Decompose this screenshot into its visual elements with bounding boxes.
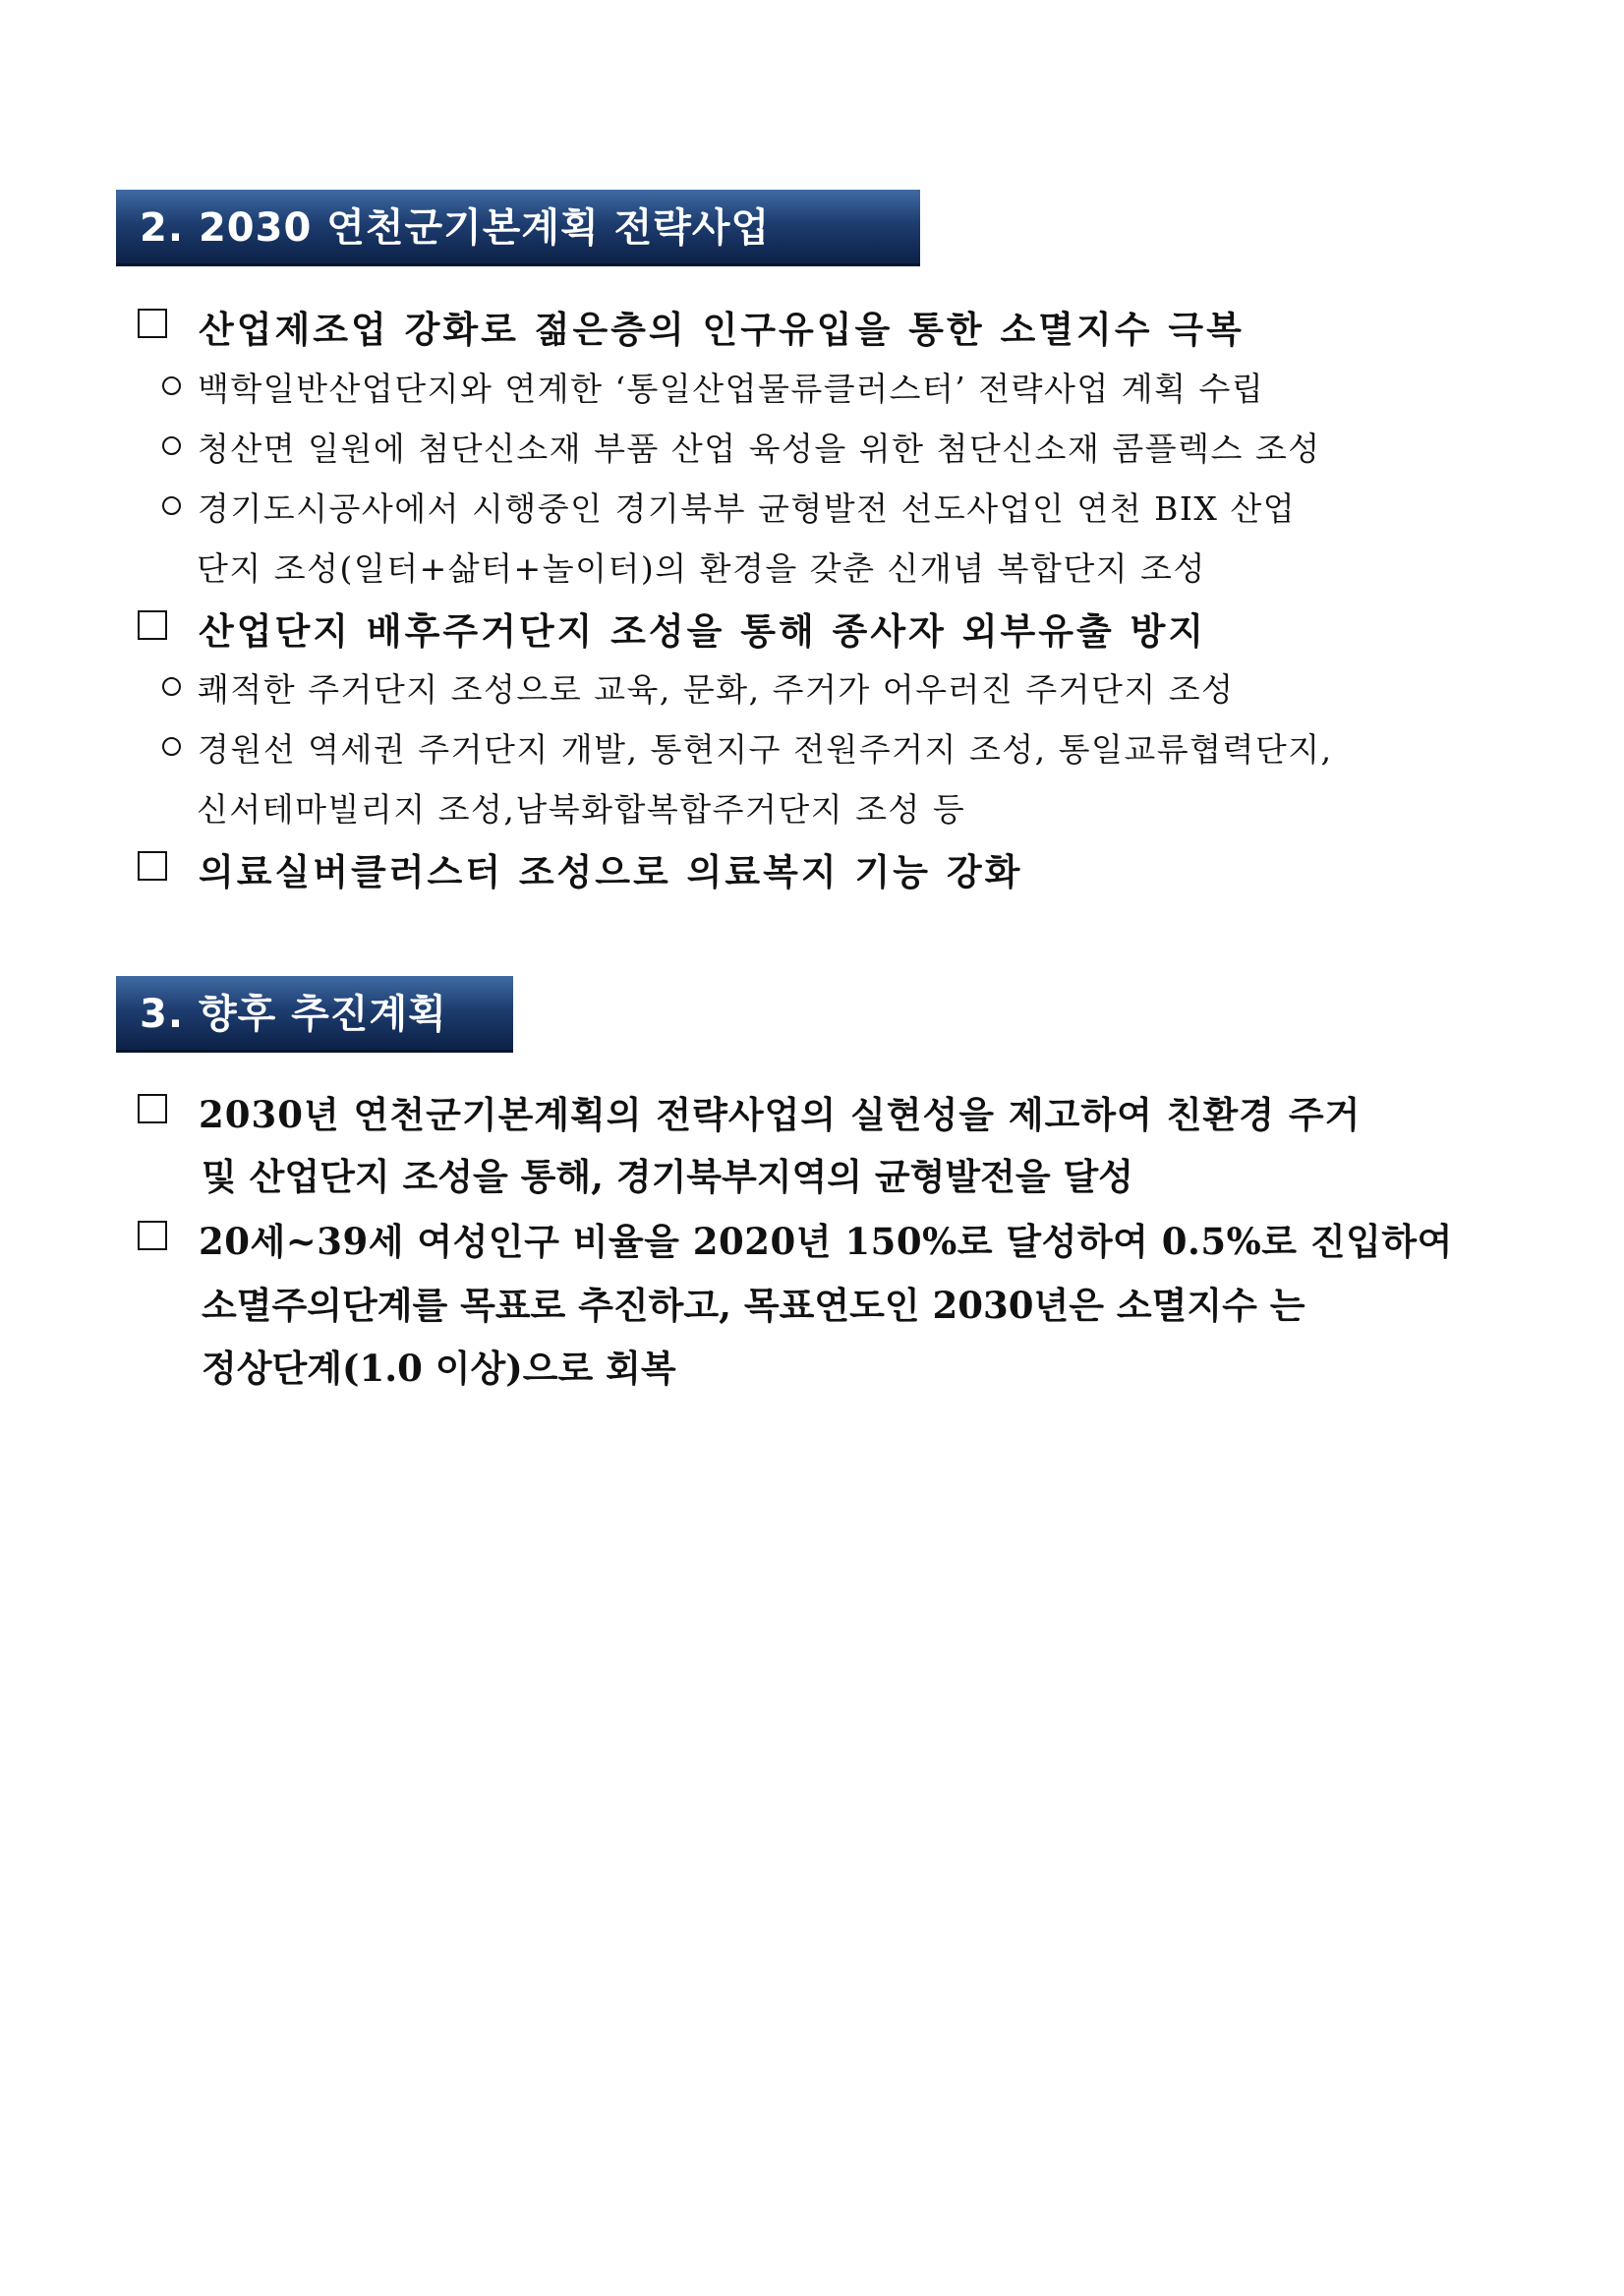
sub-item xyxy=(162,484,1460,527)
plan-text-line: 20세~39세 여성인구 비율을 2020년 150%로 달성하여 0.5%로 진입하여 xyxy=(199,1220,1453,1263)
plan-text-line: 2030년 연천군기본계획의 전략사업의 실현성을 제고하여 친환경 주거 xyxy=(199,1093,1362,1136)
sub-item xyxy=(162,724,1460,768)
plan-text-line: 및 산업단지 조성을 통해, 경기북부지역의 균형발전을 달성 xyxy=(202,1155,1133,1198)
item-heading: 산업제조업 강화로 젊은층의 인구유입을 통한 소멸지수 극복 xyxy=(199,308,1245,351)
square-bullet-icon xyxy=(138,309,167,338)
circle-bullet-icon xyxy=(162,376,181,395)
sub-item-continuation: 신서테마빌리지 조성,남북화합복합주거단지 조성 등 xyxy=(197,790,966,829)
section-3-title: 3. 향후 추진계획 xyxy=(140,992,447,1037)
sub-item-continuation: 단지 조성(일터+삶터+놀이터)의 환경을 갖춘 신개념 복합단지 조성 xyxy=(197,549,1206,588)
square-bullet-icon xyxy=(138,851,167,881)
item-heading: 의료실버클러스터 조성으로 의료복지 기능 강화 xyxy=(199,850,1023,893)
square-bullet-icon xyxy=(138,1094,167,1123)
circle-bullet-icon xyxy=(162,436,181,455)
sub-item-text: 백학일반산업단지와 연계한 ‘통일산업물류클러스터’ 전략사업 계획 수립 xyxy=(198,370,1265,408)
square-bullet-icon xyxy=(138,610,167,640)
square-bullet-icon xyxy=(138,1221,167,1250)
circle-bullet-icon xyxy=(162,737,181,756)
checkbox-item-1 xyxy=(138,300,1494,349)
circle-bullet-icon xyxy=(162,496,181,515)
sub-item-text: 경원선 역세권 주거단지 개발, 통현지구 전원주거지 조성, 통일교류협력단지, xyxy=(198,730,1333,769)
checkbox-item-2 xyxy=(138,602,1494,651)
sub-item-text: 경기도시공사에서 시행중인 경기북부 균형발전 선도사업인 연천 BIX 산업 xyxy=(198,489,1297,528)
sub-item xyxy=(162,364,1460,407)
checkbox-item-plan-1 xyxy=(138,1085,1494,1134)
sub-item xyxy=(162,424,1460,467)
section-2-title: 2. 2030 연천군기본계획 전략사업 xyxy=(140,205,771,251)
sub-item-text: 청산면 일원에 첨단신소재 부품 산업 육성을 위한 첨단신소재 콤플렉스 조성 xyxy=(198,430,1321,468)
item-heading: 산업단지 배후주거단지 조성을 통해 종사자 외부유출 방지 xyxy=(199,609,1207,653)
circle-bullet-icon xyxy=(162,677,181,696)
section-2-header xyxy=(116,190,920,266)
plan-text-line: 소멸주의단계를 목표로 추진하고, 목표연도인 2030년은 소멸지수 는 xyxy=(202,1284,1305,1327)
section-3-header xyxy=(116,976,513,1053)
checkbox-item-plan-2 xyxy=(138,1212,1494,1261)
sub-item-text: 쾌적한 주거단지 조성으로 교육, 문화, 주거가 어우러진 주거단지 조성 xyxy=(198,670,1235,709)
checkbox-item-3 xyxy=(138,842,1494,891)
sub-item xyxy=(162,664,1460,708)
plan-text-line: 정상단계(1.0 이상)으로 회복 xyxy=(202,1347,676,1390)
